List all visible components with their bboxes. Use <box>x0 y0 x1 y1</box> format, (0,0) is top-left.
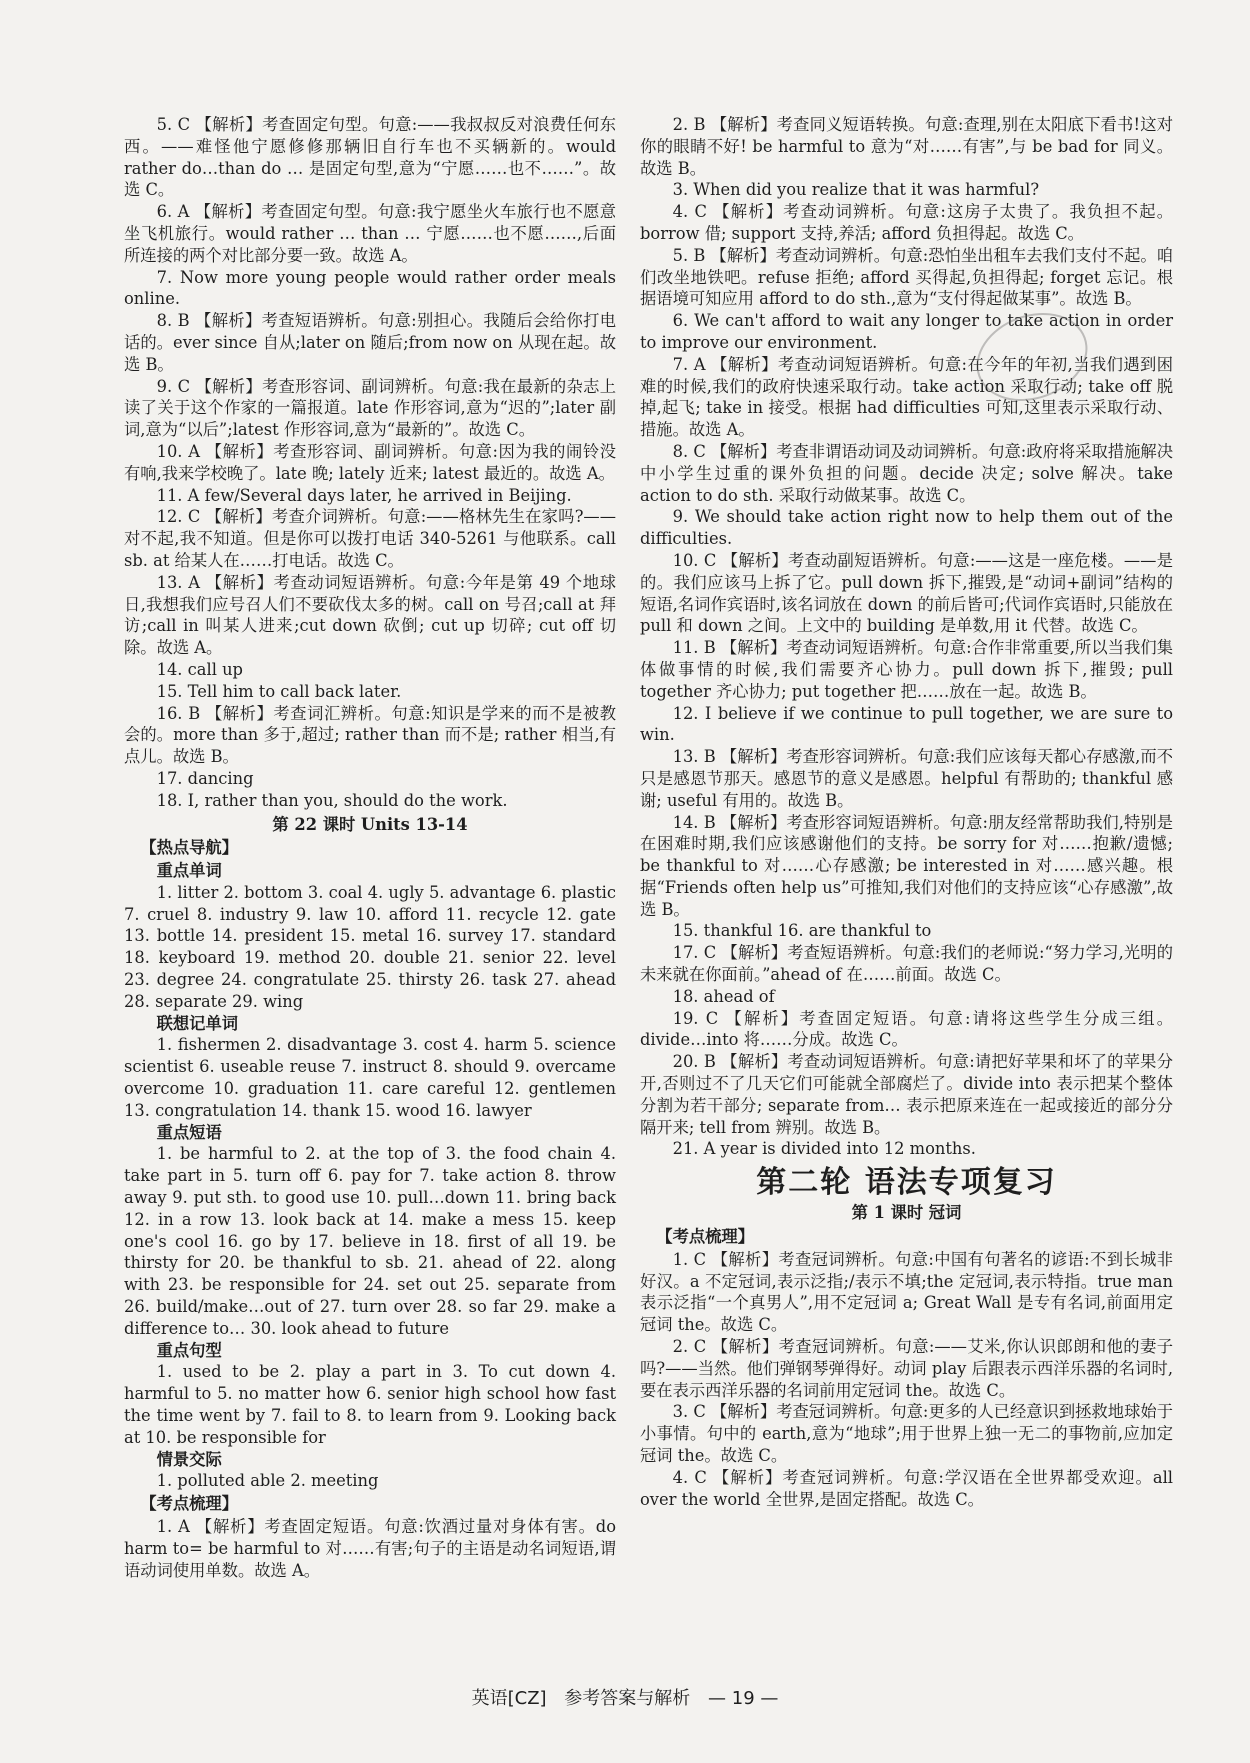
section-points-right: 【考点梳理】 <box>656 1227 754 1247</box>
answer-r13: 13. B 【解析】考查形容词辨析。句意:我们应该每天都心存感激,而不只是感恩节那天。感恩节的意义是感恩。helpful 有帮助的; thankful 感谢; useful 有用的。故选 B。 <box>640 747 1173 810</box>
answer-5: 5. C 【解析】考查固定句型。句意:——我叔叔反对浪费任何东西。——难怪他宁愿修修那辆旧自行车也不买辆新的。would rather do…than do … 是固定句型,意为“宁愿……也不……”。故选 C。 <box>124 115 616 200</box>
heading-sentences: 重点句型 <box>156 1340 222 1360</box>
answer-r11: 11. B 【解析】考查动词短语辨析。句意:合作非常重要,所以当我们集体做事情的时候,我们需要齐心协力。pull down 拆下,摧毁; pull together 齐心协力; put together 把……放在一起。故选 B。 <box>640 638 1173 701</box>
answer-r4: 4. C 【解析】考查动词辨析。句意:这房子太贵了。我负担不起。borrow 借; support 支持,养活; afford 负担得起。故选 C。 <box>640 202 1173 243</box>
answer-r14: 14. B 【解析】考查形容词短语辨析。句意:朋友经常帮助我们,特别是在困难时期,我们应该感谢他们的支持。be sorry for 对……抱歉/遗憾; be thankful to 对……心存感激; be interested in 对……感兴趣。根据“Friends often help us”可推知,我们对他们的支持应该“心存感激”,故选 B。 <box>640 812 1173 919</box>
footer-title: 参考答案与解析 <box>564 1688 691 1709</box>
answer-r19: 19. C 【解析】考查固定短语。句意:请将这些学生分成三组。divide…into 将……分成。故选 C。 <box>640 1008 1173 1050</box>
assoc-words-list: 1. fishermen 2. disadvantage 3. cost 4. harm 5. science scientist 6. useable reuse 7. instruct 8. should 9. overcame overcome 10. graduation 11. care careful 12. gentlemen 13. congratulation 14. thank 15. wood 16. lawyer <box>124 1035 616 1120</box>
article-answer-3: 3. C 【解析】考查冠词辨析。句意:更多的人已经意识到拯救地球始于小事情。句中的 earth,意为“地球”;用于世界上独一无二的事物前,应加定冠词 the。故选 C。 <box>640 1402 1173 1466</box>
lesson-title: 第 22 课时 Units 13-14 <box>272 814 468 834</box>
article-answer-1: 1. C 【解析】考查冠词辨析。句意:中国有句著名的谚语:不到长城非好汉。a 不定冠词,表示泛指;/表示不填;the 定冠词,表示特指。true man 表示泛指“一个真男人”,用不定冠词 a; Great Wall 是专有名词,前面用定冠词 the。故选 C。 <box>640 1249 1173 1335</box>
answer-14: 14. call up <box>156 659 243 679</box>
answer-r15: 15. thankful 16. are thankful to <box>672 921 932 941</box>
answer-r10: 10. C 【解析】考查动副短语辨析。句意:——这是一座危楼。——是的。我们应该马上拆了它。pull down 拆下,摧毁,是“动词+副词”结构的短语,名词作宾语时,该名词放在 down 的前后皆可;代词作宾语时,只能放在 pull 和 down 之间。上文中的 building 是单数,用 it 代替。故选 C。 <box>640 550 1173 636</box>
footer-subject: 英语[CZ] <box>471 1688 547 1709</box>
dialog-list: 1. polluted able 2. meeting <box>156 1471 379 1491</box>
key-words-list: 1. litter 2. bottom 3. coal 4. ugly 5. advantage 6. plastic 7. cruel 8. industry 9. law 10. afford 11. recycle 12. gate 13. bottle 14. president 15. metal 16. survey 17. standard 18. keyboard 19. method 20. double 21. senior 22. level 23. degree 24. congratulate 25. thirsty 26. task 27. ahead 28. separate 29. wing <box>124 882 616 1011</box>
answer-r18: 18. ahead of <box>672 986 775 1006</box>
page-footer <box>0 1684 1250 1710</box>
sentences-list: 1. used to be 2. play a part in 3. To cut down 4. harmful to 5. no matter how 6. senior high school how fast the time went by 7. fail to 8. to learn from 9. Looking back at 10. be responsible for <box>124 1362 616 1447</box>
article-answer-4: 4. C 【解析】考查冠词辨析。句意:学汉语在全世界都受欢迎。all over the world 全世界,是固定搭配。故选 C。 <box>640 1467 1173 1509</box>
answer-8: 8. B 【解析】考查短语辨析。句意:别担心。我随后会给你打电话的。ever since 自从;later on 随后;from now on 从现在起。故选 B。 <box>124 311 616 374</box>
phrases-list: 1. be harmful to 2. at the top of 3. the food chain 4. take part in 5. turn off 6. pay for 7. take action 8. throw away 9. put sth. to good use 10. pull…down 11. bring back 12. in a row 13. look back at 14. make a mess 15. keep one's cool 16. go by 17. believe in 18. first of all 19. be thirsty for 20. be thankful to sb. 21. ahead of 22. along with 23. be responsible for 24. set out 25. separate from 26. build/make…out of 27. turn over 28. so far 29. make a difference to… 30. look ahead to future <box>124 1144 616 1338</box>
answer-r12: 12. I believe if we continue to pull together, we are sure to win. <box>640 703 1173 745</box>
answer-9: 9. C 【解析】考查形容词、副词辨析。句意:我在最新的杂志上读了关于这个作家的一篇报道。late 作形容词,意为“迟的”;later 副词,意为“以后”;latest 作形容词,意为“最新的”。故选 C。 <box>124 376 616 440</box>
answer-17: 17. dancing <box>156 768 254 788</box>
heading-assoc-words: 联想记单词 <box>156 1013 239 1033</box>
answer-18: 18. I, rather than you, should do the work. <box>156 790 508 810</box>
points-answer-1: 1. A 【解析】考查固定短语。句意:饮酒过量对身体有害。do harm to= be harmful to 对……有害;句子的主语是动名词短语,谓语动词使用单数。故选 A。 <box>124 1517 616 1580</box>
answer-r3: 3. When did you realize that it was harmful? <box>672 180 1040 200</box>
heading-dialog: 情景交际 <box>156 1449 222 1469</box>
answer-r17: 17. C 【解析】考查短语辨析。句意:我们的老师说:“努力学习,光明的未来就在你面前。”ahead of 在……前面。故选 C。 <box>640 943 1173 985</box>
left-column <box>124 114 616 1581</box>
answer-13: 13. A 【解析】考查动词短语辨析。句意:今年是第 49 个地球日,我想我们应号召人们不要砍伐太多的树。call on 号召;call at 拜访;call in 叫某人进来;cut down 砍倒; cut up 切碎; cut off 切除。故选 A。 <box>124 572 616 658</box>
answer-12: 12. C 【解析】考查介词辨析。句意:——格林先生在家吗?——对不起,我不知道。但是你可以拨打电话 340-5261 与他联系。call sb. at 给某人在……打电话。故选 C。 <box>124 507 616 570</box>
page-number: — 19 — <box>708 1688 779 1709</box>
answer-7: 7. Now more young people would rather order meals online. <box>124 267 616 309</box>
answer-r6: 6. We can't afford to wait any longer to take action in order to improve our environment. <box>640 311 1173 352</box>
answer-r2: 2. B 【解析】考查同义短语转换。句意:查理,别在太阳底下看书!这对你的眼睛不好! be harmful to 意为“对……有害”,与 be bad for 同义。故选 B。 <box>640 115 1173 178</box>
article-answer-2: 2. C 【解析】考查冠词辨析。句意:——艾米,你认识郎朗和他的妻子吗?——当然。他们弹钢琴弹得好。动词 play 后跟表示西洋乐器的名词时,要在表示西洋乐器的名词前用定冠词 the。故选 C。 <box>640 1337 1173 1400</box>
answer-15: 15. Tell him to call back later. <box>156 681 402 701</box>
answer-r9: 9. We should take action right now to help them out of the difficulties. <box>640 507 1173 549</box>
section-hot-nav: 【热点导航】 <box>140 838 238 858</box>
right-column <box>640 114 1173 1510</box>
answer-r21: 21. A year is divided into 12 months. <box>672 1139 976 1159</box>
round-title: 第二轮 语法专项复习 <box>756 1165 1057 1201</box>
heading-phrases: 重点短语 <box>156 1122 222 1142</box>
answer-10: 10. A 【解析】考查形容词、副词辨析。句意:因为我的闹铃没有响,我来学校晚了。late 晚; lately 近来; latest 最近的。故选 A。 <box>124 441 616 483</box>
heading-key-words: 重点单词 <box>156 861 222 881</box>
answer-11: 11. A few/Several days later, he arrived in Beijing. <box>156 485 572 505</box>
answer-16: 16. B 【解析】考查词汇辨析。句意:知识是学来的而不是被教会的。more than 多于,超过; rather than 而不是; rather 相当,有点儿。故选 B。 <box>124 703 616 767</box>
round-lesson-title: 第 1 课时 冠词 <box>851 1203 962 1223</box>
answer-6: 6. A 【解析】考查固定句型。句意:我宁愿坐火车旅行也不愿意坐飞机旅行。would rather … than … 宁愿……也不愿……,后面所连接的两个对比部分要一致。故选 A。 <box>124 202 616 265</box>
section-points: 【考点梳理】 <box>140 1494 238 1514</box>
answer-r8: 8. C 【解析】考查非谓语动词及动词辨析。句意:政府将采取措施解决中小学生过重的课外负担的问题。decide 决定; solve 解决。take action to do sth. 采取行动做某事。故选 C。 <box>640 441 1173 505</box>
answer-r5: 5. B 【解析】考查动词辨析。句意:恐怕坐出租车去我们支付不起。咱们改坐地铁吧。refuse 拒绝; afford 买得起,负担得起; forget 忘记。根据语境可知应用 afford to do sth.,意为“支付得起做某事”。故选 B。 <box>640 245 1173 309</box>
answer-r7: 7. A 【解析】考查动词短语辨析。句意:在今年的年初,当我们遇到困难的时候,我们的政府快速采取行动。take action 采取行动; take off 脱掉,起飞; take in 接受。根据 had difficulties 可知,这里表示采取行动、措施。故选 A。 <box>640 354 1173 440</box>
answer-r20: 20. B 【解析】考查动词短语辨析。句意:请把好苹果和坏了的苹果分开,否则过不了几天它们可能就全部腐烂了。divide into 表示把某个整体分割为若干部分; separate from… 表示把原来连在一起或接近的部分分隔开来; tell from 辨别。故选 B。 <box>640 1052 1173 1137</box>
